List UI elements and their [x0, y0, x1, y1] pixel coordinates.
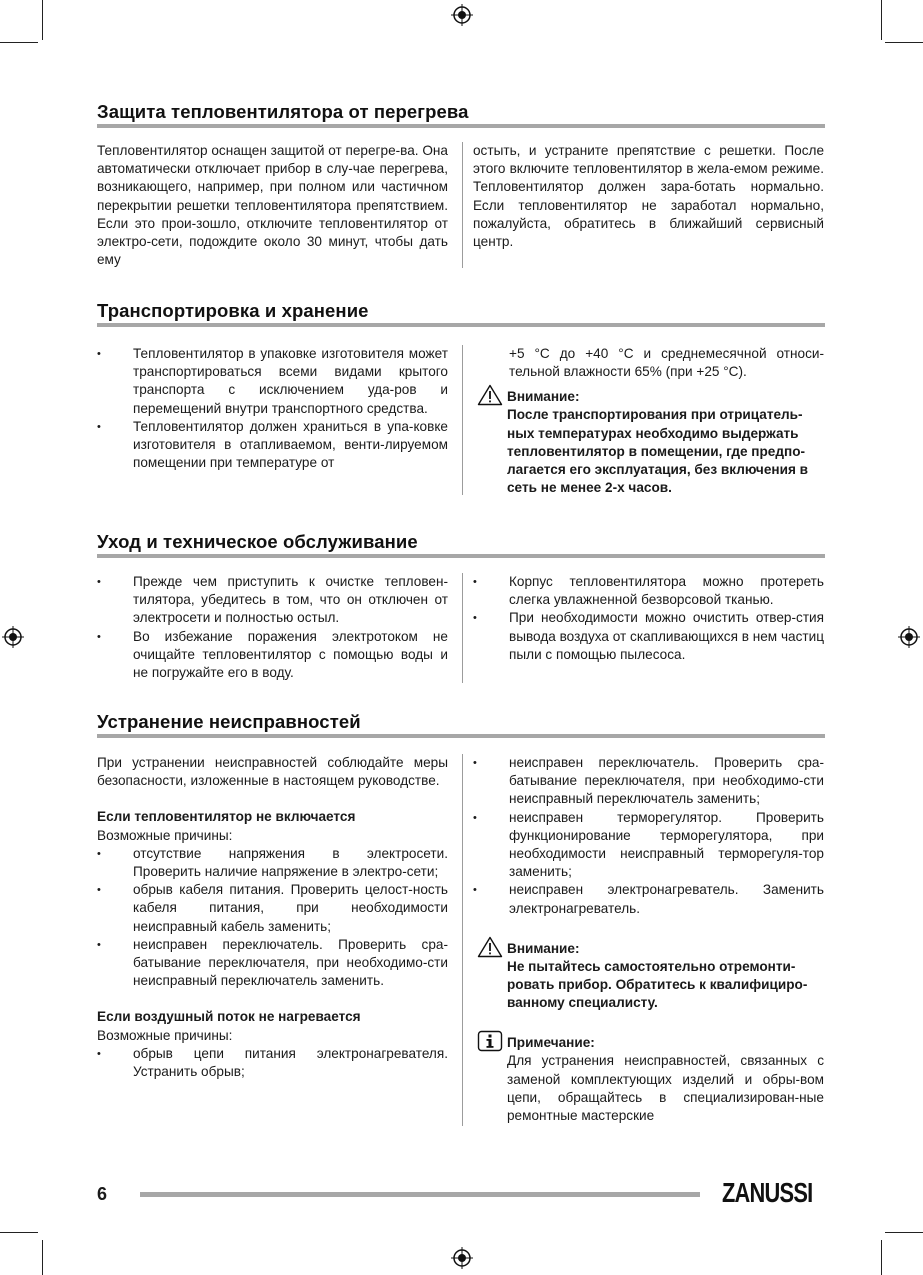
case1-title: Если тепловентилятор не включается [97, 809, 356, 825]
page-number: 6 [97, 1184, 108, 1204]
list-item: • Корпус тепловентилятора можно протереть слегка увлажненной безворсовой тканью. [473, 573, 824, 609]
care-right-column [473, 573, 824, 664]
section-title-transport: Транспортировка и хранение [97, 300, 369, 321]
column-divider [462, 345, 463, 495]
list-item: • отсутствие напряжения в электросети. Проверить наличие напряжение в электро-сети; [97, 845, 448, 881]
registration-mark-icon [451, 1247, 473, 1269]
registration-mark-icon [451, 4, 473, 26]
transport-warning [473, 384, 824, 497]
case2-causes: Возможные причины: [97, 1027, 233, 1043]
section-rule [97, 323, 825, 327]
case2-title: Если воздушный поток не нагревается [97, 1009, 361, 1025]
overheat-left-column [97, 142, 448, 269]
column-divider [462, 142, 463, 268]
case1-bullet-list [97, 845, 448, 991]
troubleshooting-left-column [97, 754, 448, 1081]
crop-mark [881, 0, 882, 40]
warning-header [477, 936, 824, 958]
section-rule [97, 554, 825, 558]
warning-text: Не пытайтесь самостоятельно отремонти-ровать прибор. Обратитесь к квалифициро-ванному специалисту. [507, 958, 808, 1011]
crop-mark [0, 1232, 38, 1233]
crop-mark [885, 42, 923, 43]
warning-header [477, 384, 824, 406]
note-label: Примечание: [507, 1035, 595, 1051]
footer-rule [140, 1192, 700, 1197]
care-right-bullet-list [473, 573, 824, 664]
brand-logo: ZANUSSI [722, 1177, 813, 1208]
transport-bullet-list [97, 345, 448, 472]
troubleshooting-right-bullet-list [473, 754, 824, 918]
registration-mark-icon [2, 626, 24, 648]
list-item: • Тепловентилятор должен храниться в упа-ковке изготовителя в отапливаемом, венти-лируемом помещении при температуре от [97, 418, 448, 473]
list-item: • неисправен переключатель. Проверить сра-батывание переключателя, при необходимо-сти неисправный переключатель заменить; [473, 754, 824, 809]
section-title-troubleshooting: Устранение неисправностей [97, 711, 361, 732]
troubleshooting-warning [473, 936, 824, 1013]
overheat-right-column [473, 142, 824, 251]
transport-right-column [473, 345, 824, 497]
column-divider [462, 754, 463, 1126]
case2-bullet-list [97, 1045, 448, 1081]
transport-continuation: +5 °С до +40 °С и среднемесячной относи-тельной влажности 65% (при +25 °С). [509, 346, 824, 380]
troubleshooting-intro: При устранении неисправностей соблюдайте меры безопасности, изложенные в настоящем руководстве. [97, 755, 448, 789]
list-item: • неисправен переключатель. Проверить сра-батывание переключателя, при необходимо-сти неисправный переключатель заменить. [97, 936, 448, 991]
crop-mark [42, 1240, 43, 1275]
crop-mark [881, 1240, 882, 1275]
overheat-right-text: остыть, и устраните препятствие с решетки. После этого включите тепловентилятор в жела-емом режиме. Тепловентилятор должен зара-ботать нормально. Если тепловентилятор не заработал нормально, пожалуйста, обратитесь в ближайший сервисный центр. [473, 143, 824, 250]
troubleshooting-right-column [473, 754, 824, 1125]
registration-mark-icon [898, 626, 920, 648]
warning-text: После транспортирования при отрицатель-ных температурах необходимо выдержать тепловентилятор в помещении, где предпо-лагается его эксплуатация, без включения в сеть не менее 2-х часов. [507, 407, 809, 496]
section-title-care: Уход и техническое обслуживание [97, 531, 418, 552]
list-item: • неисправен электронагреватель. Заменить электронагреватель. [473, 881, 824, 917]
warning-triangle-icon [477, 936, 503, 958]
note-header [477, 1030, 824, 1052]
warning-label: Внимание: [507, 389, 580, 405]
info-icon [477, 1030, 503, 1052]
troubleshooting-note [473, 1030, 824, 1125]
transport-left-column [97, 345, 448, 472]
list-item: • обрыв цепи питания электронагревателя. Устранить обрыв; [97, 1045, 448, 1081]
note-text: Для устранения неисправностей, связанных с заменой комплектующих изделий и обры-вом цепи, обращайтесь в специализирован-ные ремонтные мастерские [507, 1053, 824, 1124]
column-divider [462, 573, 463, 683]
crop-mark [885, 1232, 923, 1233]
warning-triangle-icon [477, 384, 503, 406]
section-rule [97, 124, 825, 128]
overheat-left-text: Тепловентилятор оснащен защитой от перегре-ва. Она автоматически отключает прибор в слу-чае перегрева, возникающего, например, при полном или частичном перекрытии решетки тепловентилятора препятствием. Если это прои-зошло, отключите тепловентилятор от электро-сети, подождите около 30 минут, чтобы дать ему [97, 143, 448, 268]
list-item: • Прежде чем приступить к очистке тепловен-тилятора, убедитесь в том, что он отключен от электросети и полностью остыл. [97, 573, 448, 628]
section-rule [97, 734, 825, 738]
crop-mark [0, 42, 38, 43]
section-title-overheat: Защита тепловентилятора от перегрева [97, 101, 469, 122]
list-item: • Во избежание поражения электротоком не очищайте тепловентилятор с помощью воды и не погружайте его в воду. [97, 628, 448, 683]
list-item: • обрыв кабеля питания. Проверить целост-ность кабеля питания, при необходимости неисправный кабель заменить; [97, 881, 448, 936]
list-item: • неисправен терморегулятор. Проверить функционирование терморегулятора, при необходимости неисправный терморегуля-тор заменить; [473, 809, 824, 882]
list-item: • Тепловентилятор в упаковке изготовителя может транспортироваться всеми видами крытого транспорта с исключением уда-ров и перемещений внутри транспортного средства. [97, 345, 448, 418]
care-left-column [97, 573, 448, 682]
crop-mark [42, 0, 43, 40]
list-item: • При необходимости можно очистить отвер-стия вывода воздуха от скапливающихся в нем частиц пыли с помощью пылесоса. [473, 609, 824, 664]
warning-label: Внимание: [507, 940, 580, 956]
case1-causes: Возможные причины: [97, 827, 233, 843]
care-left-bullet-list [97, 573, 448, 682]
